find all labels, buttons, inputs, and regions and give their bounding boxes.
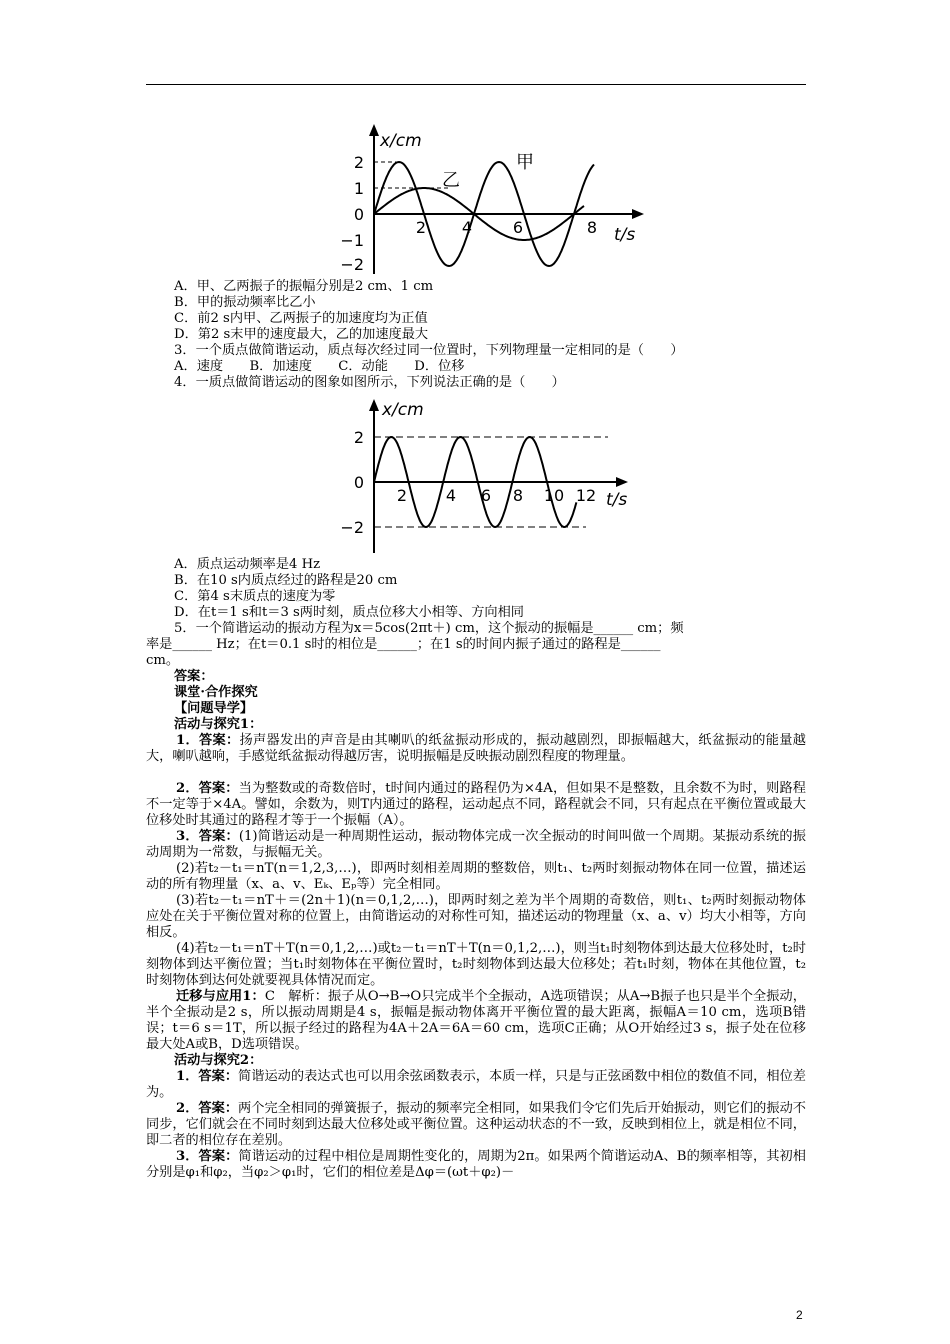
- graph-q4: [336, 393, 646, 558]
- g1-y-label: x/cm: [380, 131, 422, 151]
- g1-ytick: 2: [353, 153, 364, 172]
- q4-stem: 4．一质点做简谐运动的图象如图所示，下列说法正确的是（ ）: [174, 375, 565, 390]
- q5-line-2: 率是______ Hz；在t＝0.1 s时的相位是______；在1 s的时间内振子通过的路程是______: [146, 637, 661, 652]
- answer-1-3d: (4)若t₂－t₁＝nT＋T(n＝0,1,2,…)或t₂－t₁＝nT＋T(n＝0,1,2,…)，则当t₁时刻物体到达最大位移处时，t₂时刻物体到达平衡位置；当t₁时刻物体在平衡位置时，t₂时刻物体到达最大位移处；若t₁时刻，物体在其他位置，t₂时刻物体到达何处就要视具体情况而定。: [146, 941, 806, 988]
- subsection-heading: 【问题导学】: [174, 701, 254, 716]
- g2-ytick: −2: [340, 518, 364, 537]
- q3-stem: 3．一个质点做简谐运动，质点每次经过同一位置时，下列物理量一定相同的是（ ）: [174, 343, 684, 358]
- g2-xtick: 6: [480, 486, 492, 505]
- q2-option-d: D．第2 s末甲的速度最大，乙的加速度最大: [174, 327, 429, 342]
- g2-y-label: x/cm: [382, 400, 424, 420]
- g1-xtick: 4: [461, 218, 473, 237]
- label-yi: 乙: [442, 170, 460, 191]
- answer-1-3: 3．答案：(1)简谐运动是一种周期性运动，振动物体完成一次全振动的时间叫做一个周期。某振动系统的振动周期为一常数，与振幅无关。: [146, 829, 806, 860]
- application-1: 迁移与应用1：C 解析：振子从O→B→O只完成半个全振动，A选项错误；从A→B振子也只是半个全振动，半个全振动是2 s，所以振动周期是4 s，振幅是振动物体离开平衡位置的最大距离，振幅A＝10 cm，选项B错误；t＝6 s＝1T，所以振子经过的路程为4A＋2A＝6A＝60 cm，选项C正确；从O开始经过3 s，振子处在位移最大处A或B，D选项错误。: [146, 989, 806, 1052]
- g2-xtick: 10: [543, 486, 565, 505]
- g1-ytick: 0: [353, 205, 364, 224]
- q3-options: A．速度 B．加速度 C．动能 D．位移: [174, 359, 465, 374]
- answer-2-1: 1．答案：简谐运动的表达式也可以用余弦函数表示，本质一样，只是与正弦函数中相位的数值不同，相位差为。: [146, 1069, 806, 1100]
- answer-1-3b: (2)若t₂－t₁＝nT(n＝1,2,3,…)，即两时刻相差周期的整数倍，则t₁、t₂两时刻振动物体在同一位置，描述运动的所有物理量（x、a、v、Eₖ、Eₚ等）完全相同。: [146, 861, 806, 892]
- section-heading: 课堂·合作探究: [174, 685, 258, 700]
- page-number: 2: [796, 1308, 803, 1322]
- g1-xtick: 8: [586, 218, 598, 237]
- g2-ytick: 0: [353, 473, 364, 492]
- g1-xtick: 6: [512, 218, 524, 237]
- g2-ytick: 2: [353, 428, 364, 447]
- q2-option-b: B．甲的振动频率比乙小: [174, 295, 316, 310]
- answer-1-2: 2．答案：当为整数或的奇数倍时，t时间内通过的路程仍为×4A，但如果不是整数，且余数不为时，则路程不一定等于×4A。譬如，余数为，则T内通过的路程，运动起点不同，路程就会不同，只有起点在平衡位置或最大位移处时其通过的路程才等于一个振幅（A）。: [146, 781, 806, 828]
- g1-ytick: −1: [340, 231, 364, 250]
- answer-1-1: 1．答案：扬声器发出的声音是由其喇叭的纸盆振动形成的，振动越剧烈，即振幅越大，纸盆振动的能量越大，喇叭越响，手感觉纸盆振动得越厉害，说明振幅是反映振动剧烈程度的物理量。: [146, 733, 806, 764]
- q5-line-3: cm。: [146, 653, 180, 668]
- q4-option-c: C．第4 s末质点的速度为零: [174, 589, 336, 604]
- answer-2-3: 3．答案：简谐运动的过程中相位是周期性变化的，周期为2π。如果两个简谐运动A、B的频率相等，其初相分别是φ₁和φ₂，当φ₂＞φ₁时，它们的相位差是Δφ＝(ωt＋φ₂)－: [146, 1149, 806, 1180]
- answers-heading: 答案：: [174, 669, 214, 684]
- q2-option-a: A．甲、乙两振子的振幅分别是2 cm、1 cm: [174, 279, 434, 294]
- g2-xtick: 4: [445, 486, 457, 505]
- g1-ytick: 1: [353, 179, 364, 198]
- g2-xtick: 8: [512, 486, 524, 505]
- g1-x-label: t/s: [614, 225, 636, 245]
- q2-option-c: C．前2 s内甲、乙两振子的加速度均为正值: [174, 311, 428, 326]
- g1-ytick: −2: [340, 255, 364, 274]
- activity-2-heading: 活动与探究2：: [174, 1053, 263, 1068]
- answer-1-3c: (3)若t₂－t₁＝nT＋＝(2n＋1)(n＝0,1,2,…)，即两时刻之差为半个周期的奇数倍，则t₁、t₂两时刻振动物体应处在关于平衡位置对称的位置上，由简谐运动的对称性可知，描述运动的物理量（x、a、v）均大小相等，方向相反。: [146, 893, 806, 940]
- g2-xtick: 12: [575, 486, 597, 505]
- header-rule: [146, 84, 806, 85]
- q4-option-a: A．质点运动频率是4 Hz: [174, 557, 321, 572]
- q4-option-b: B．在10 s内质点经过的路程是20 cm: [174, 573, 398, 588]
- g2-x-label: t/s: [606, 490, 628, 510]
- activity-1-heading: 活动与探究1：: [174, 717, 263, 732]
- graph-jia-yi: [340, 118, 650, 278]
- label-jia: 甲: [516, 152, 534, 173]
- answer-2-2: 2．答案：两个完全相同的弹簧振子，振动的频率完全相同，如果我们令它们先后开始振动，则它们的振动不同步，它们就会在不同时刻到达最大位移处或平衡位置。这种运动状态的不一致，反映到相位上，就是相位不同，即二者的相位存在差别。: [146, 1101, 806, 1148]
- q4-option-d: D．在t＝1 s和t＝3 s两时刻，质点位移大小相等、方向相同: [174, 605, 524, 620]
- g2-xtick: 2: [396, 486, 408, 505]
- q5-line-1: 5．一个简谐运动的振动方程为x＝5cos(2πt＋) cm，这个振动的振幅是______ cm；频: [174, 621, 684, 636]
- g1-xtick: 2: [415, 218, 427, 237]
